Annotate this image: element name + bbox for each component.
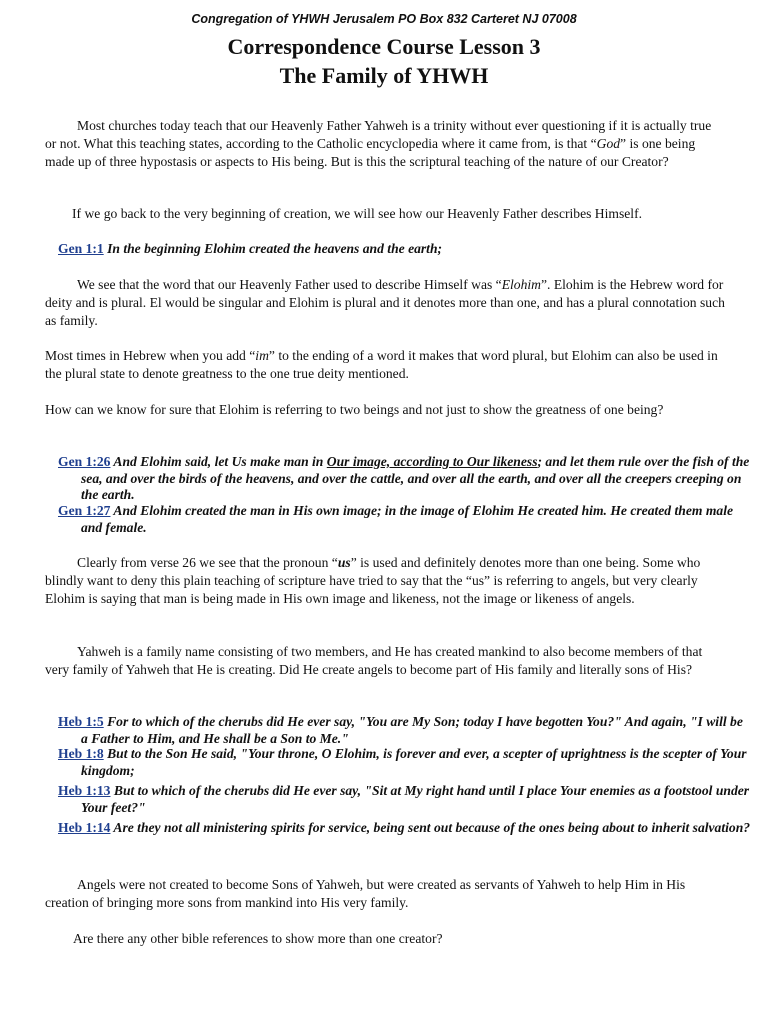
lesson-title: Correspondence Course Lesson 3 bbox=[227, 34, 541, 59]
text: ” is used and definitely denotes more than one being. Some who blindly want to deny this plain teaching of scripture have tried to say that the “us” is referring to angels, but very clearly Elohim is saying that man is being made in His own image and likeness, not the image or likeness of angels. bbox=[45, 555, 701, 606]
emphasis-im: im bbox=[255, 348, 269, 363]
lesson-subtitle: The Family of YHWH bbox=[279, 63, 489, 88]
verse-heb-1-5 bbox=[58, 714, 751, 747]
verse-text: ; and let them rule over the fish of the sea, and over the birds of the heavens, and over the cattle, and over all the earth, and over all the creepers creeping on the earth. bbox=[81, 454, 750, 502]
paragraph-us bbox=[45, 554, 725, 608]
emphasis-us: us bbox=[337, 555, 351, 570]
verse-text: In the beginning Elohim created the heavens and the earth; bbox=[103, 241, 443, 256]
verse-text: And Elohim said, let Us make man in bbox=[110, 454, 327, 469]
verse-gen-1-27 bbox=[58, 503, 751, 536]
paragraph-elohim bbox=[45, 276, 725, 330]
verse-gen-1-1 bbox=[58, 241, 751, 258]
paragraph-question: How can we know for sure that Elohim is referring to two beings and not just to show the greatness of one being? bbox=[45, 402, 664, 417]
paragraph-plural bbox=[45, 347, 725, 383]
verse-heb-1-13 bbox=[58, 783, 751, 816]
text: ”. Elohim is the Hebrew word for deity and is plural. El would be singular and Elohim is plural and it denotes more than one, and has a plural connotation such as family. bbox=[45, 277, 725, 328]
text: Clearly from verse 26 we see that the pronoun “ bbox=[77, 555, 338, 570]
paragraph-intro bbox=[45, 117, 725, 171]
verse-text: But to which of the cherubs did He ever say, "Sit at My right hand until I place Your enemies as a footstool under Your feet?" bbox=[81, 783, 750, 815]
scripture-link[interactable]: Heb 1:5 bbox=[58, 714, 104, 729]
scripture-link[interactable]: Heb 1:8 bbox=[58, 746, 104, 761]
verse-text: And Elohim created the man in His own image; in the image of Elohim He created him. He created them male and female. bbox=[81, 503, 734, 535]
verse-heb-1-14 bbox=[58, 820, 751, 837]
scripture-link[interactable]: Gen 1:26 bbox=[58, 454, 111, 469]
text: Most times in Hebrew when you add “ bbox=[45, 348, 256, 363]
paragraph-creation: If we go back to the very beginning of creation, we will see how our Heavenly Father describes Himself. bbox=[72, 206, 643, 221]
scripture-link[interactable]: Heb 1:14 bbox=[58, 820, 111, 835]
verse-text: For to which of the cherubs did He ever say, "You are My Son; today I have begotten You?" And again, "I will be a Father to Him, and He shall be a Son to Me." bbox=[81, 714, 743, 746]
scripture-link[interactable]: Gen 1:27 bbox=[58, 503, 111, 518]
paragraph-angels: Angels were not created to become Sons of Yahweh, but were created as servants of Yahweh to help Him in His creation of bringing more sons from mankind into His very family. bbox=[45, 877, 686, 910]
text: We see that the word that our Heavenly Father used to describe Himself was “ bbox=[77, 277, 502, 292]
text: Most churches today teach that our Heavenly Father Yahweh is a trinity without ever questioning if it is actually true or not. What this teaching states, according to the Catholic encyclopedia where it came from, is that “ bbox=[45, 118, 712, 151]
verse-gen-1-26 bbox=[58, 454, 751, 504]
verse-text: Are they not all ministering spirits for service, being sent out because of the ones being about to inherit salvation? bbox=[110, 820, 751, 835]
verse-underlined: Our image, according to Our likeness bbox=[326, 454, 538, 469]
scripture-link[interactable]: Gen 1:1 bbox=[58, 241, 104, 256]
scripture-link[interactable]: Heb 1:13 bbox=[58, 783, 111, 798]
paragraph-family: Yahweh is a family name consisting of two members, and He has created mankind to also become members of that very family of Yahweh that He is creating. Did He create angels to become part of His family and literally sons of His? bbox=[45, 644, 703, 677]
verse-heb-1-8 bbox=[58, 746, 751, 779]
text: ” to the ending of a word it makes that word plural, but Elohim can also be used in the plural state to denote greatness to the one true deity mentioned. bbox=[45, 348, 718, 381]
verse-text: But to the Son He said, "Your throne, O Elohim, is forever and ever, a scepter of uprightness is the scepter of Your kingdom; bbox=[81, 746, 747, 778]
paragraph-closing-question: Are there any other bible references to show more than one creator? bbox=[73, 931, 443, 946]
letterhead: Congregation of YHWH Jerusalem PO Box 832 Carteret NJ 07008 bbox=[191, 12, 577, 26]
emphasis-god: God bbox=[596, 136, 621, 151]
text: ” is one being made up of three hypostasis or aspects to His being. But is this the scriptural teaching of the nature of our Creator? bbox=[45, 136, 696, 169]
emphasis-elohim: Elohim bbox=[501, 277, 541, 292]
